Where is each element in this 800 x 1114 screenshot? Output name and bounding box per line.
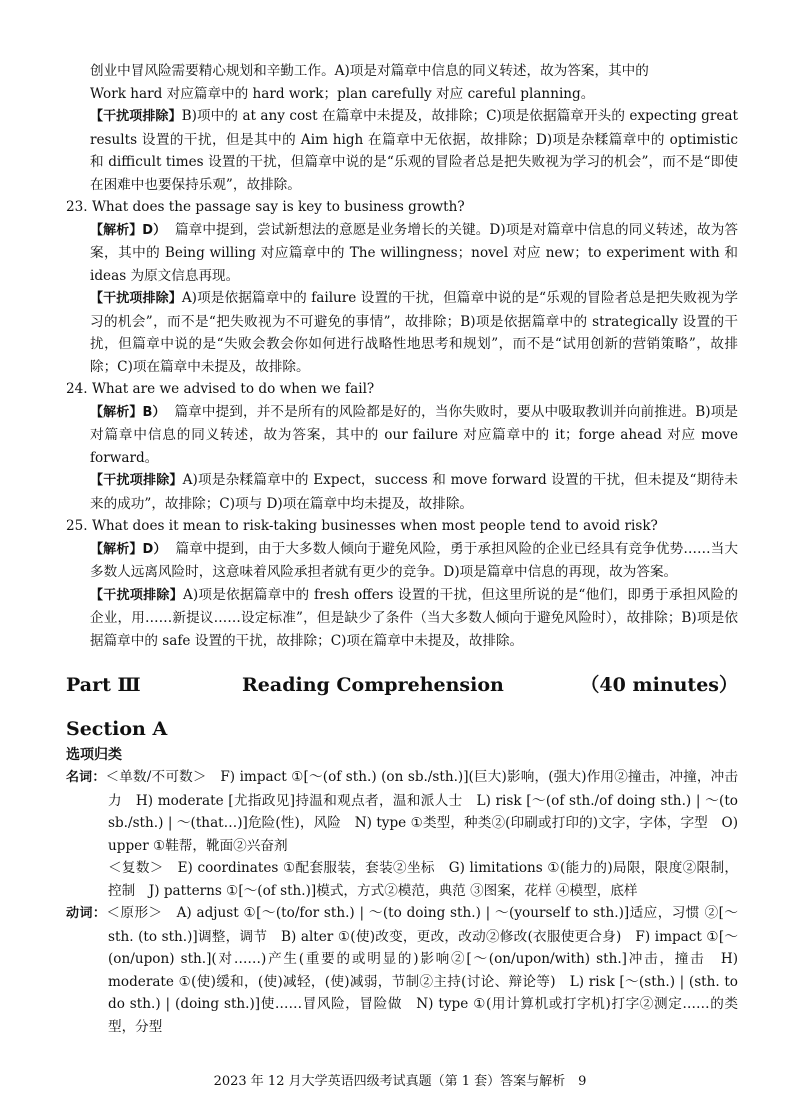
content — [66, 60, 738, 1038]
page-footer: 2023 年 12 月大学英语四级考试真题（第 1 套）答案与解析 9 — [213, 1074, 587, 1089]
distractor-label: 【干扰项排除】 — [90, 587, 183, 603]
question-23: 23. What does the passage say is key to business growth? — [66, 199, 465, 215]
section-subtitle: 选项归类 — [66, 747, 122, 763]
q23-analysis — [66, 219, 738, 288]
part-time: （40 minutes） — [580, 674, 738, 696]
part-number: Part Ⅲ — [66, 674, 141, 696]
analysis-text: 篇章中提到，尝试新想法的意愿是业务增长的关键。D)项是对篇章中信息的同义转述，故为答案，其中的 Being willing 对应篇章中的 The willingness；novel 对应 new；to experiment with 和 ideas 为原文信息再现。 — [90, 221, 738, 284]
vocab-verb — [66, 902, 738, 1038]
analysis-text: 篇章中提到，由于大多数人倾向于避免风险，勇于承担风险的企业已经具有竞争优势……当大多数人远离风险时，这意味着风险承担者就有更少的竞争。D)项是篇章中信息的再现，故为答案。 — [90, 540, 738, 580]
distractor-text: A)项是杂糅篇章中的 Expect，success 和 move forward 设置的干扰，但未提及“期待未来的成功”，故排除；C)项与 D)项在篇章中均未提及，故排除。 — [90, 472, 738, 512]
distractor-label: 【干扰项排除】 — [90, 291, 182, 306]
distractor-text: B)项中的 at any cost 在篇章中未提及，故排除；C)项是依据篇章开头的 expecting great results 设置的干扰，但是其中的 Aim high 在篇章中无依据，故排除；D)项是杂糅篇章中的 optimistic 和 difficult times 设置的干扰，但篇章中说的是“乐观的冒险者总是把失败视为学习的机会”，而不是“即使在困难中也要保持乐观”，故排除。 — [90, 108, 738, 193]
analysis-label: 【解析】D） — [90, 541, 167, 557]
distractor-label: 【干扰项排除】 — [90, 109, 182, 124]
part-heading — [66, 674, 738, 704]
top-analysis-line1: 创业中冒风险需要精心规划和辛勤工作。A)项是对篇章中信息的同义转述，故为答案，其中的 — [90, 63, 649, 79]
vocab-noun-single — [66, 766, 738, 857]
top-analysis-line2: Work hard 对应篇章中的 hard work；plan carefully 对应 careful planning。 — [90, 85, 595, 102]
top-distractor — [66, 105, 738, 196]
verb-text: ＜原形＞ A) adjust ①[～(to/for sth.) | ～(to doing sth.) | ～(yourself to sth.)]适应，习惯 ②[～ sth. (to sth.)]调整，调节 B) alter ①(使)改变，更改，改动②修改(衣服使更合身) F) impact ①[～(on/upon) sth.](对……)产生(重要的或明显的)影响②[～(on/upon/with) sth.]冲击，撞击 H) moderate ①(使)缓和，(使)减轻，(使)减弱，节制②主持(讨论、辩论等) L) risk [～(sth.) | (sth. to do sth.) | (doing sth.)]使……冒风险，冒险做 N) type ①(用计算机或打字机)打字②测定……的类型，分型 — [106, 905, 738, 1035]
noun-single-text: ＜单数/不可数＞ F) impact ①[～(of sth.) (on sb./sth.)](巨大)影响，(强大)作用②撞击，冲撞，冲击力 H) moderate [尤指政见]持温和观点者，温和派人士 L) risk [～(of sth./of doing sth.) | ～(to sb./sth.) | ～(that…)]危险(性)，风险 N) type ①类型，种类②(印刷或打印的)文字，字体，字型 O) upper ①鞋帮，靴面②兴奋剂 — [105, 769, 738, 854]
q23-distractor — [66, 287, 738, 378]
q24-analysis — [66, 401, 738, 470]
distractor-text: A)项是依据篇章中的 fresh offers 设置的干扰，但这里所说的是“他们，即勇于承担风险的企业，用……新提议……设定标准”，但是缺少了条件（当大多数人倾向于避免风险时），故排除；B)项是依据篇章中的 safe 设置的干扰，故排除；C)项在篇章中未提及，故排除。 — [90, 586, 738, 649]
vocab-noun-plural: ＜复数＞ E) coordinates ①配套服装，套装②坐标 G) limitations ①(能力的)局限，限度②限制，控制 J) patterns ①[～(of sth.)]模式，方式②模范，典范 ③图案，花样 ④模型，底样 — [108, 860, 738, 899]
analysis-label: 【解析】D） — [90, 222, 167, 238]
distractor-text: A)项是依据篇章中的 failure 设置的干扰，但篇章中说的是“乐观的冒险者总是把失败视为学习的机会”，而不是“把失败视为不可避免的事情”，故排除；B)项是依据篇章中的 strategically 设置的干扰，但篇章中说的是“失败会教会你如何进行战略性地思考和规划”，而不是“试用创新的营销策略”，故排除；C)项在篇章中未提及，故排除。 — [90, 290, 738, 375]
noun-label: 名词： — [66, 770, 106, 785]
distractor-label: 【干扰项排除】 — [90, 473, 183, 488]
section-title: Section A — [66, 718, 168, 740]
verb-label: 动词： — [66, 906, 107, 921]
part-title: Reading Comprehension — [242, 674, 504, 696]
q24-distractor — [66, 469, 738, 515]
analysis-label: 【解析】B） — [90, 404, 166, 420]
question-24: 24. What are we advised to do when we fail? — [66, 381, 375, 397]
q25-distractor — [66, 584, 738, 653]
analysis-text: 篇章中提到，并不是所有的风险都是好的，当你失败时，要从中吸取教训并向前推进。B)项是对篇章中信息的同义转述，故为答案，其中的 our failure 对应篇章中的 it；forge ahead 对应 move forward。 — [90, 403, 738, 466]
question-25: 25. What does it mean to risk-taking businesses when most people tend to avoid risk? — [66, 518, 658, 534]
q25-analysis — [66, 538, 738, 584]
